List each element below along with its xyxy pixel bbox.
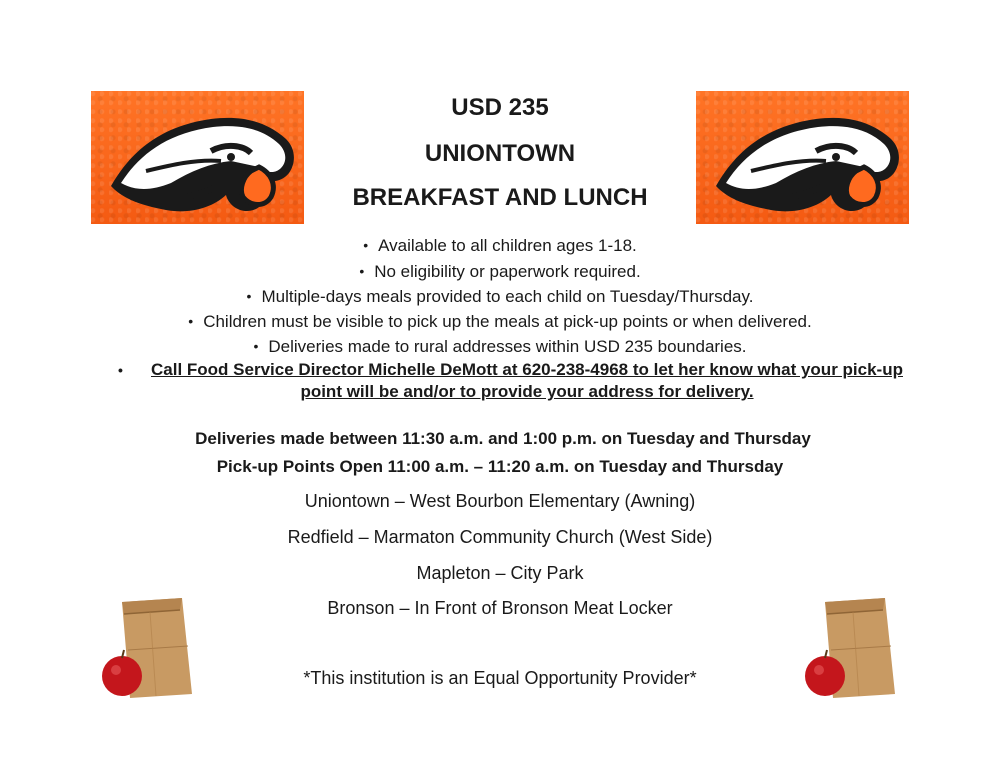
paper-bag-apple-icon bbox=[803, 590, 903, 700]
bullet-text: No eligibility or paperwork required. bbox=[374, 262, 641, 281]
contact-callout bbox=[115, 359, 915, 403]
pickup-location: Bronson – In Front of Bronson Meat Locker bbox=[327, 598, 673, 618]
pickup-schedule: Pick-up Points Open 11:00 a.m. – 11:20 a.m. on Tuesday and Thursday bbox=[216, 457, 784, 476]
delivery-schedule: Deliveries made between 11:30 a.m. and 1:00 p.m. on Tuesday and Thursday bbox=[195, 429, 811, 448]
lunch-bag-illustration-left bbox=[100, 590, 200, 700]
bullet-item bbox=[0, 336, 1000, 357]
bullet-icon: • bbox=[363, 237, 369, 253]
pickup-location: Redfield – Marmaton Community Church (West Side) bbox=[287, 527, 713, 547]
bullet-text: Deliveries made to rural addresses within USD 235 boundaries. bbox=[268, 337, 747, 356]
title-town: UNIONTOWN bbox=[424, 140, 576, 167]
bullet-text: Children must be visible to pick up the meals at pick-up points or when delivered. bbox=[203, 312, 812, 331]
bullet-icon: • bbox=[253, 338, 259, 354]
pickup-location: Uniontown – West Bourbon Elementary (Awning) bbox=[304, 491, 696, 511]
bullet-icon: • bbox=[359, 263, 365, 279]
paper-bag-apple-icon bbox=[100, 590, 200, 700]
bullet-item bbox=[0, 235, 1000, 256]
equal-opportunity-footer: *This institution is an Equal Opportunity Provider* bbox=[303, 668, 697, 688]
bullet-item bbox=[0, 286, 1000, 307]
bullet-icon: • bbox=[118, 362, 123, 378]
bullet-icon: • bbox=[188, 313, 194, 329]
lunch-bag-illustration-right bbox=[803, 590, 903, 700]
bullet-icon: • bbox=[246, 288, 252, 304]
title-program: BREAKFAST AND LUNCH bbox=[352, 184, 648, 211]
bullet-text: Available to all children ages 1-18. bbox=[378, 236, 637, 255]
contact-callout-text: Call Food Service Director Michelle DeMott at 620-238-4968 to let her know what your pick-up point will be and/or to provide your address for delivery. bbox=[151, 360, 903, 401]
pickup-location: Mapleton – City Park bbox=[416, 563, 584, 583]
bullet-item bbox=[0, 261, 1000, 282]
bullet-item bbox=[0, 311, 1000, 332]
bullet-text: Multiple-days meals provided to each child on Tuesday/Thursday. bbox=[261, 287, 754, 306]
title-district: USD 235 bbox=[451, 94, 549, 121]
